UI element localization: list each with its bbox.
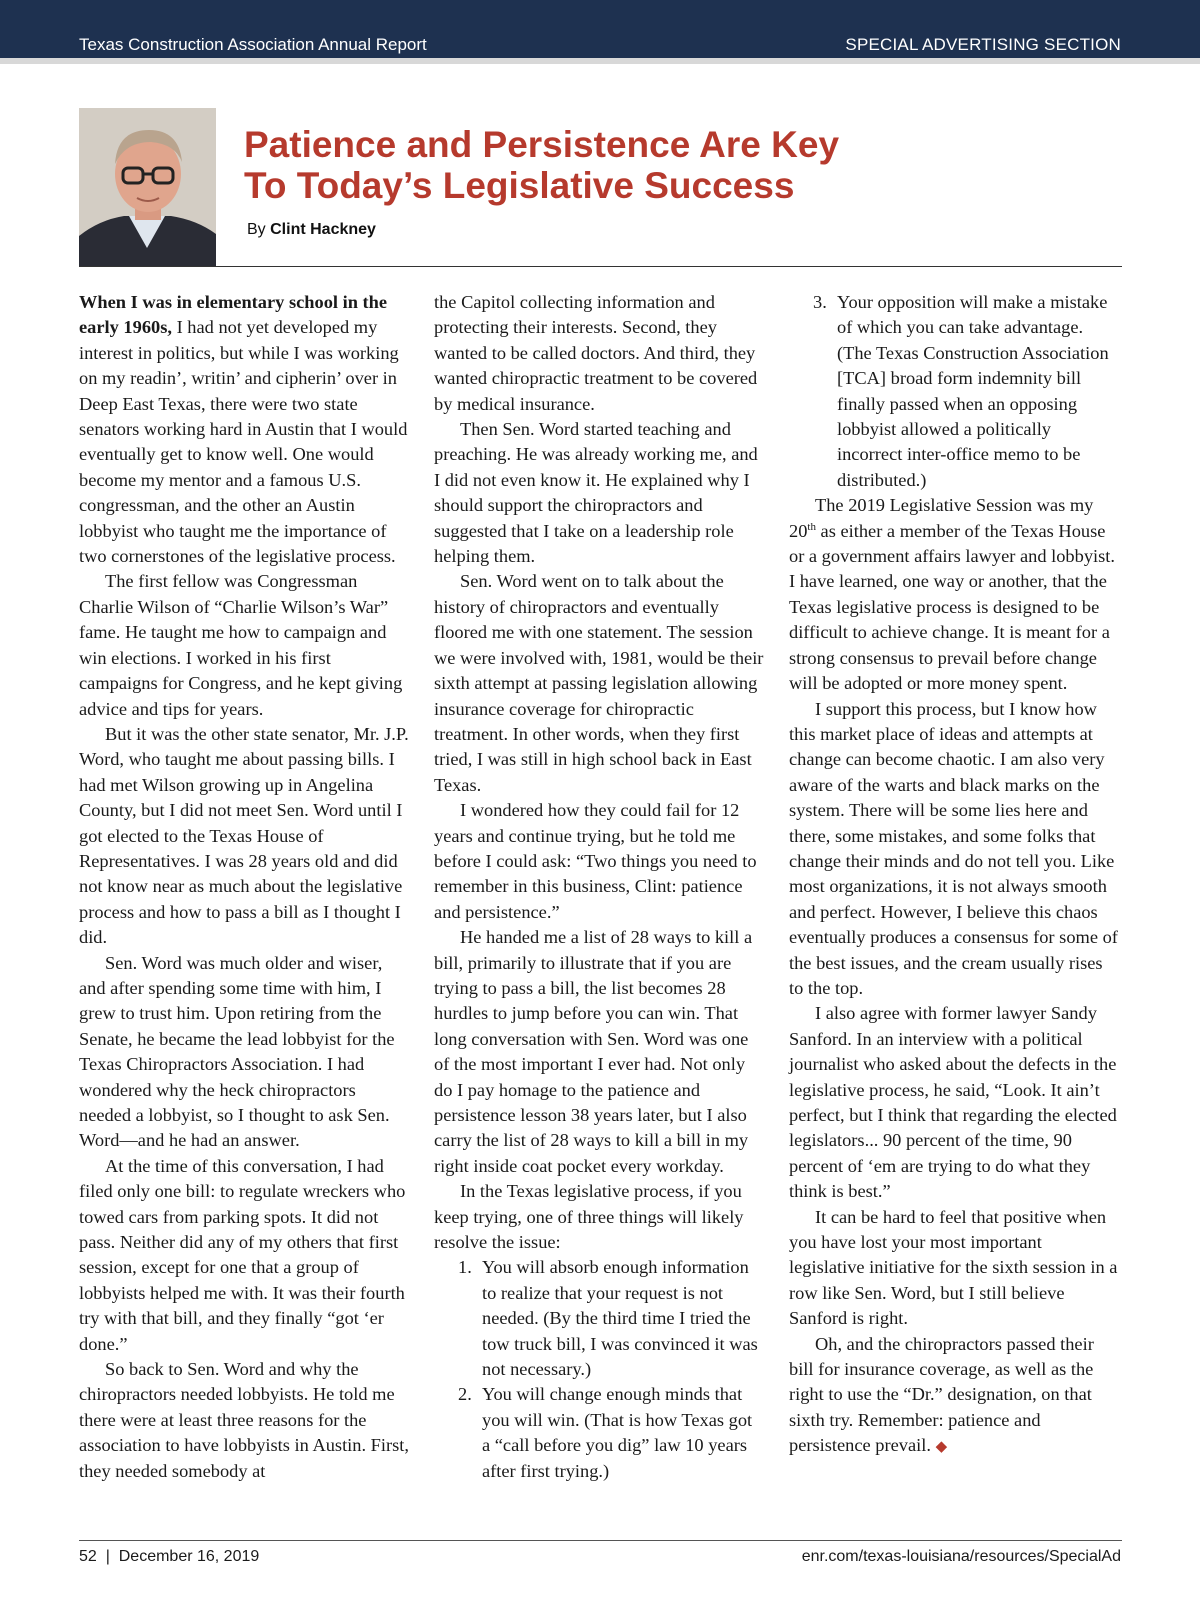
byline-author: Clint Hackney <box>270 221 376 238</box>
footer-page-info: 52 | December 16, 2019 <box>79 1548 260 1565</box>
paragraph: the Capitol collecting information and protecting their interests. Second, they wanted to be called doctors. And third, they wanted chiropractic treatment to be covered by medical insurance. <box>434 292 758 414</box>
title-divider <box>79 266 1122 267</box>
paragraph: He handed me a list of 28 ways to kill a bill, primarily to illustrate that if you are trying to pass a bill, the list becomes 28 hurdles to jump before you can win. That long conversation with Sen. Word was one of the most important I ever had. Not only do I pay homage to the patience and persistence lesson 38 years later, but I also carry the list of 28 ways to kill a bill in my right inside coat pocket every workday. <box>434 927 753 1176</box>
lead-in: When I was in elementary school in the early 1960s, <box>79 292 388 338</box>
byline <box>247 221 376 239</box>
article-title-line-1: Patience and Persistence Are Key <box>244 124 840 165</box>
footer-url: enr.com/texas-louisiana/resources/SpecialAd <box>801 1548 1121 1565</box>
paragraph: Sen. Word was much older and wiser, and after spending some time with him, I grew to trust him. Upon retiring from the Senate, he became the lead lobbyist for the Texas Chiropractors Association. I had wondered why the heck chiropractors needed a lobbyist, so I thought to ask Sen. Word—and he had an answer. <box>79 952 395 1151</box>
list-item <box>434 1255 764 1382</box>
footer-divider <box>79 1540 1122 1541</box>
article-column-2 <box>434 290 764 1484</box>
byline-prefix: By <box>247 221 271 238</box>
paragraph-text: as either a member of the Texas House or a government affairs lawyer and lobbyist. I have learned, one way or another, that the Texas legislative process is designed to be difficult to achieve change. It is meant for a strong consensus to prevail before change will be adopted or more money spent. <box>789 520 1115 694</box>
paragraph: I support this process, but I know how this market place of ideas and attempts at change can become chaotic. I am also very aware of the warts and black marks on the system. There will be some lies here and there, some mistakes, and some folks that change their minds and do not tell you. Like most organizations, it is not always smooth and perfect. However, I believe this chaos eventually produces a consensus for some of the best issues, and the cream usually rises to the top. <box>789 698 1118 998</box>
author-photo-illustration <box>79 108 216 266</box>
paragraph: It can be hard to feel that positive when you have lost your most important legislative initiative for the sixth session in a row like Sen. Word, but I still believe Sanford is right. <box>789 1206 1118 1329</box>
article-column-3 <box>789 290 1119 1461</box>
paragraph: So back to Sen. Word and why the chiropractors needed lobbyists. He told me there were at least three reasons for the association to have lobbyists in Austin. First, they needed somebody at <box>79 1359 410 1481</box>
author-photo <box>79 108 216 266</box>
paragraph: The first fellow was Congressman Charlie Wilson of “Charlie Wilson’s War” fame. He taught me how to campaign and win elections. I worked in his first campaigns for Congress, and he kept giving advice and tips for years. <box>79 571 403 719</box>
paragraph-text: I had not yet developed my interest in politics, but while I was working on my readin’, writin’ and cipherin’ over in Deep East Texas, there were two state senators working hard in Austin that I would eventually get to know well. One would become my mentor and a famous U.S. congressman, and the other an Austin lobbyist who taught me the importance of two cornerstones of the legislative process. <box>79 317 408 567</box>
paragraph: In the Texas legislative process, if you keep trying, one of three things will likely resolve the issue: <box>434 1181 744 1253</box>
article-title <box>244 124 1124 206</box>
header-bar <box>0 0 1200 64</box>
paragraph: I wondered how they could fail for 12 years and continue trying, but he told me before I could ask: “Two things you need to remember in this business, Clint: patience and persistence.” <box>434 800 757 922</box>
ordinal-suffix: th <box>807 520 816 533</box>
paragraph: But it was the other state senator, Mr. J.P. Word, who taught me about passing bills. I had met Wilson growing up in Angelina County, but I did not meet Sen. Word until I got elected to the Texas House of Representatives. I was 28 years old and did not know near as much about the legislative process and how to pass a bill as I thought I did. <box>79 723 409 948</box>
paragraph <box>79 290 409 569</box>
paragraph-text: Oh, and the chiropractors passed their bill for insurance coverage, as well as the right to use the “Dr.” designation, on that sixth try. Remember: patience and persistence prevail. <box>789 1333 1094 1456</box>
publication-name: Texas Construction Association Annual Report <box>79 35 427 54</box>
paragraph-text: The 2019 Legislative Session was my 20 <box>789 495 1094 541</box>
paragraph: I also agree with former lawyer Sandy Sanford. In an interview with a political journalist who asked about the defects in the legislative process, he said, “Look. It ain’t perfect, but I think that regarding the elected legislators... 90 percent of the time, 90 percent of ‘em are trying to do what they think is best.” <box>789 1003 1117 1202</box>
paragraph <box>789 1332 1119 1461</box>
list-item <box>789 290 1119 493</box>
article-title-line-2: To Today’s Legislative Success <box>244 165 795 206</box>
list-number: 2. <box>458 1384 472 1405</box>
list-text: You will absorb enough information to realize that your request is not needed. (By the third time I tried the tow truck bill, I was convinced it was not necessary.) <box>482 1257 758 1380</box>
section-label: SPECIAL ADVERTISING SECTION <box>845 35 1121 54</box>
list-text: Your opposition will make a mistake of which you can take advantage. (The Texas Construction Association [TCA] broad form indemnity bill finally passed when an opposing lobbyist allowed a politically incorrect inter-office memo to be distributed.) <box>837 292 1109 490</box>
paragraph: Then Sen. Word started teaching and preaching. He was already working me, and I did not even know it. He explained why I should support the chiropractors and suggested that I take on a leadership role helping them. <box>434 419 758 567</box>
list-text: You will change enough minds that you will win. (That is how Texas got a “call before you dig” law 10 years after first trying.) <box>482 1384 753 1481</box>
paragraph: Sen. Word went on to talk about the history of chiropractors and eventually floored me with one statement. The session we were involved with, 1981, would be their sixth attempt at passing legislation allowing insurance coverage for chiropractic treatment. In other words, when they first tried, I was still in high school back in East Texas. <box>434 571 764 795</box>
paragraph <box>789 493 1119 696</box>
list-number: 3. <box>813 292 827 312</box>
paragraph: At the time of this conversation, I had filed only one bill: to regulate wreckers who towed cars from parking spots. It did not pass. Neither did any of my others that first session, except for one that a group of lobbyists helped me with. It was their fourth try with that bill, and they finally “got ‘er done.” <box>79 1155 406 1354</box>
end-diamond-icon: ◆ <box>935 1439 948 1456</box>
article-column-1 <box>79 290 409 1484</box>
list-item <box>434 1382 764 1484</box>
list-number: 1. <box>458 1257 472 1278</box>
